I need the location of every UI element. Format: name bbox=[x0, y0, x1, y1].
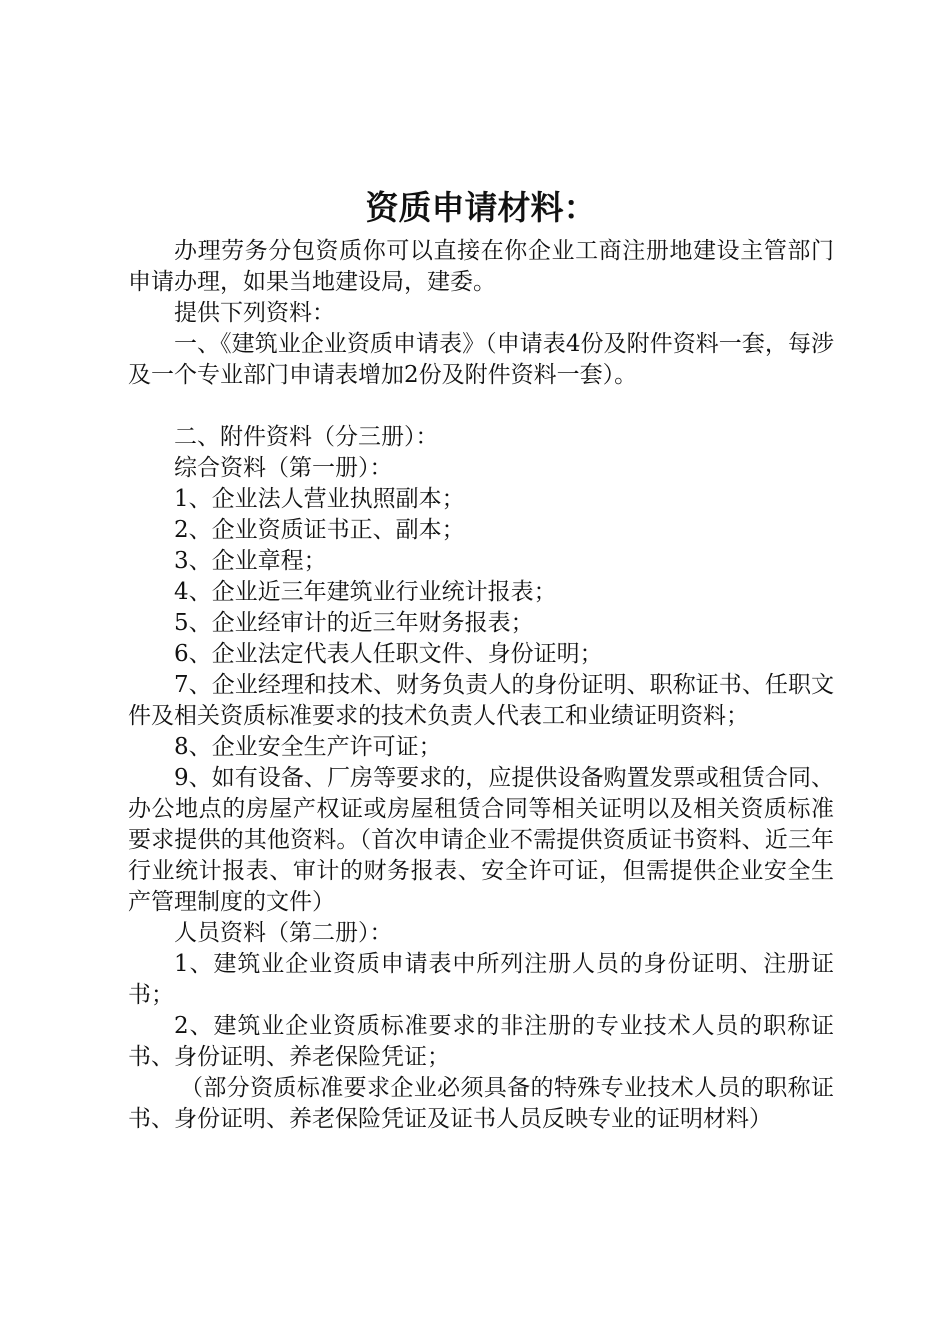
list-item: 1、建筑业企业资质申请表中所列注册人员的身份证明、注册证书； bbox=[128, 951, 834, 1008]
list-item: 1、企业法人营业执照副本； bbox=[174, 486, 465, 512]
list-item: 8、企业安全生产许可证； bbox=[174, 734, 442, 760]
section-one-paragraph: 一、《建筑业企业资质申请表》（申请表4份及附件资料一套，每涉及一个专业部门申请表增加2份及附件资料一套）。 bbox=[128, 331, 834, 388]
list-item: 5、企业经审计的近三年财务报表； bbox=[174, 610, 534, 636]
note-paragraph: （部分资质标准要求企业必须具备的特殊专业技术人员的职称证书、身份证明、养老保险凭证及证书人员反映专业的证明材料） bbox=[128, 1075, 834, 1132]
list-item: 2、建筑业企业资质标准要求的非注册的专业技术人员的职称证书、身份证明、养老保险凭证； bbox=[128, 1013, 834, 1070]
volume-two-heading: 人员资料（第二册）： bbox=[174, 920, 393, 946]
section-two-heading: 二、附件资料（分三册）： bbox=[174, 424, 439, 450]
list-item: 7、企业经理和技术、财务负责人的身份证明、职称证书、任职文件及相关资质标准要求的技术负责人代表工和业绩证明资料； bbox=[128, 672, 834, 729]
list-item: 6、企业法定代表人任职文件、身份证明； bbox=[174, 641, 603, 667]
list-item: 4、企业近三年建筑业行业统计报表； bbox=[174, 579, 557, 605]
list-item: 3、企业章程； bbox=[174, 548, 327, 574]
volume-one-heading: 综合资料（第一册）： bbox=[174, 455, 393, 481]
document-body bbox=[128, 236, 834, 1135]
intro-paragraph: 办理劳务分包资质你可以直接在你企业工商注册地建设主管部门申请办理，如果当地建设局，建委。 bbox=[128, 238, 834, 295]
list-item: 2、企业资质证书正、副本； bbox=[174, 517, 465, 543]
paragraph-gap bbox=[128, 391, 834, 422]
list-item: 9、如有设备、厂房等要求的，应提供设备购置发票或租赁合同、办公地点的房屋产权证或房屋租赁合同等相关证明以及相关资质标准要求提供的其他资料。（首次申请企业不需提供资质证书资料、近三年行业统计报表、审计的财务报表、安全许可证，但需提供企业安全生产管理制度的文件） bbox=[128, 765, 834, 915]
document-title: 资质申请材料： bbox=[365, 188, 597, 227]
provide-list-heading: 提供下列资料： bbox=[174, 300, 335, 326]
